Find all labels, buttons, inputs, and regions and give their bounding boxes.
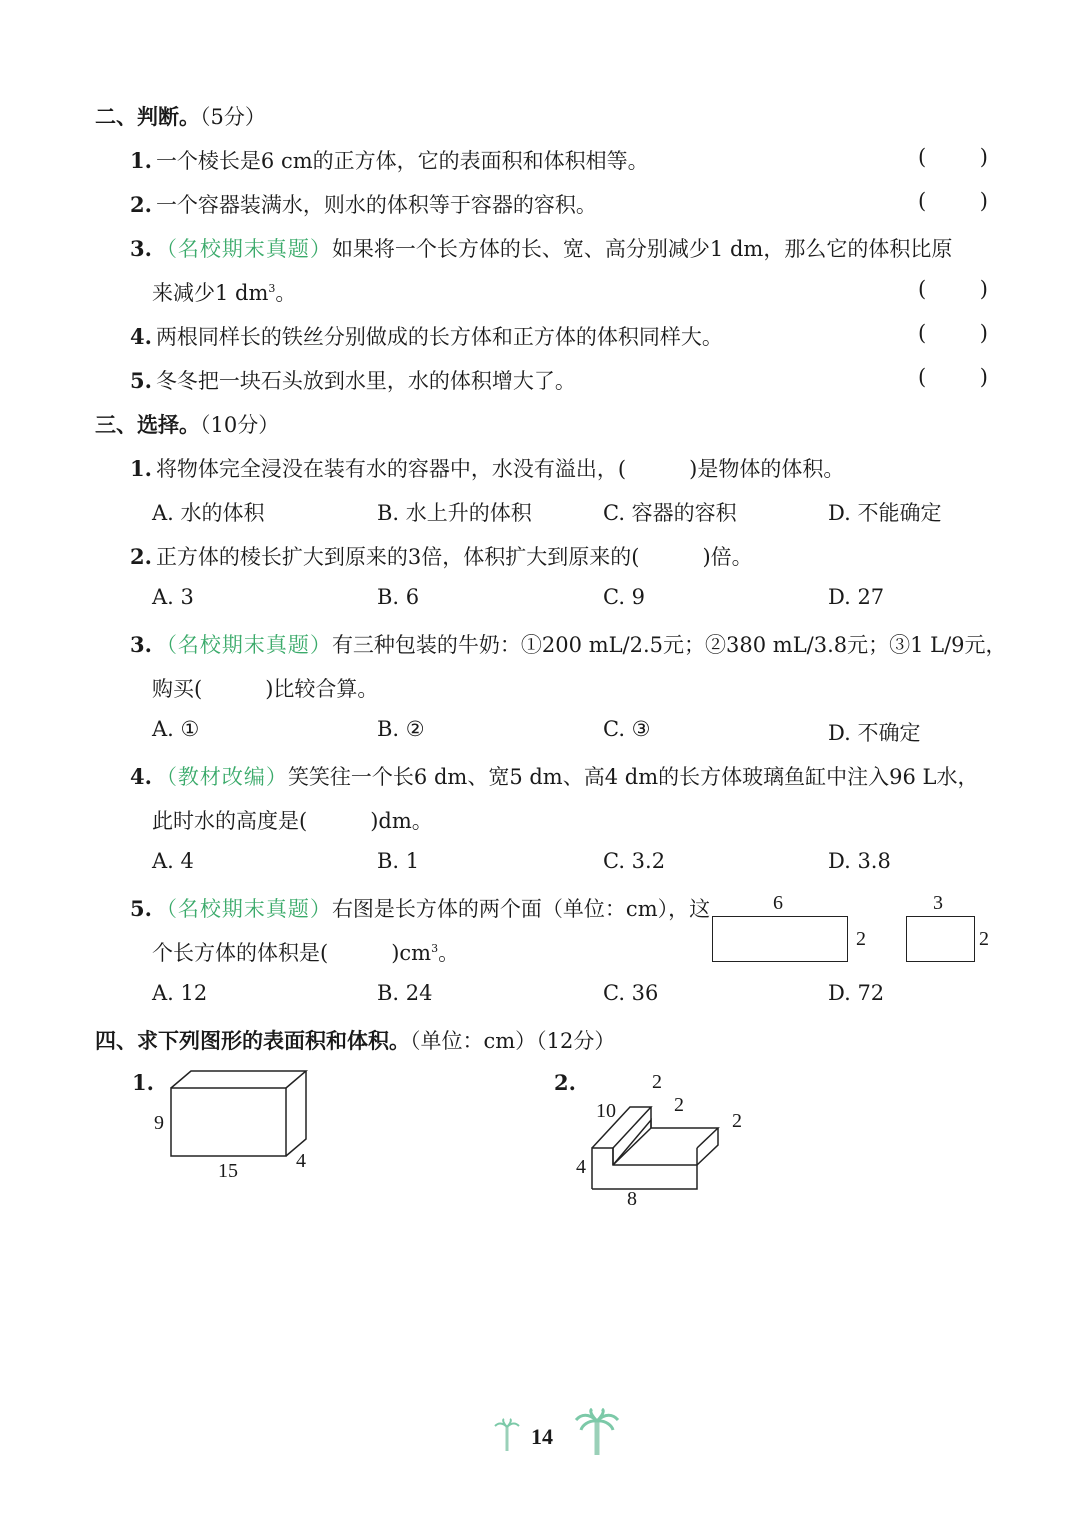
q2-option-c[interactable]: C. 9 <box>603 585 646 609</box>
q2-option-a[interactable]: A. 3 <box>152 585 194 609</box>
answer-blank-4[interactable]: ( ) <box>918 321 988 345</box>
fig2-step-label: 2 <box>674 1094 684 1116</box>
q3-option-b[interactable]: B. ② <box>377 717 425 741</box>
fig1-cuboid <box>160 1068 320 1163</box>
q5-face2-side-label: 2 <box>979 928 989 950</box>
q5-face2-top-label: 3 <box>933 892 943 914</box>
judge-item-3-cont: 来减少1 $dm^3$。 <box>152 281 297 305</box>
q2-option-b[interactable]: B. 6 <box>377 585 420 609</box>
q5-face-rect-1 <box>712 916 848 962</box>
q5-face1-side-label: 2 <box>856 928 866 950</box>
palm-tree-icon-left <box>494 1418 520 1452</box>
choice-q2: 2. 正方体的棱长扩大到原来的3倍，体积扩大到原来的( )倍。 <box>130 544 753 569</box>
judge-item-2: 2. 一个容器装满水，则水的体积等于容器的容积。 <box>130 192 597 217</box>
answer-blank-5[interactable]: ( ) <box>918 365 988 389</box>
q5-option-d[interactable]: D. 72 <box>828 981 885 1005</box>
q4-option-c[interactable]: C. 3.2 <box>603 849 666 873</box>
choice-q4: 4. （教材改编）笑笑往一个长6 dm、宽5 dm、高4 dm的长方体玻璃鱼缸中注入96 L水， <box>130 764 979 789</box>
q3-option-d[interactable]: D. 不确定 <box>828 721 921 745</box>
q1-option-b[interactable]: B. 水上升的体积 <box>377 501 532 525</box>
q3-option-c[interactable]: C. ③ <box>603 717 651 741</box>
fig1-height-label: 9 <box>154 1112 164 1134</box>
q5-option-b[interactable]: B. 24 <box>377 981 433 1005</box>
q4-option-a[interactable]: A. 4 <box>152 849 194 873</box>
answer-blank-2[interactable]: ( ) <box>918 189 988 213</box>
choice-q5-cont: 个长方体的体积是( )$cm^3$。 <box>152 941 460 965</box>
section-3-title: 三、选择。（10分） <box>95 413 280 437</box>
fig1-length-label: 15 <box>218 1160 238 1182</box>
fig2-depth-label: 2 <box>732 1110 742 1132</box>
page-number: 14 <box>531 1424 553 1449</box>
fig1-number: 1. <box>132 1070 154 1095</box>
judge-item-1: 1. 一个棱长是6 cm的正方体，它的表面积和体积相等。 <box>130 148 649 173</box>
q5-face1-top-label: 6 <box>773 892 783 914</box>
fig2-height-label: 10 <box>596 1100 616 1122</box>
fig1-width-label: 4 <box>296 1150 306 1172</box>
fig2-number: 2. <box>554 1070 576 1095</box>
choice-q1: 1. 将物体完全浸没在装有水的容器中，水没有溢出，( )是物体的体积。 <box>130 456 845 481</box>
judge-item-4: 4. 两根同样长的铁丝分别做成的长方体和正方体的体积同样大。 <box>130 324 723 349</box>
answer-blank-1[interactable]: ( ) <box>918 145 988 169</box>
choice-q3: 3. （名校期末真题）有三种包装的牛奶：①200 mL/2.5元；②380 mL/3.8元；③1 L/9元， <box>130 632 1007 657</box>
q3-option-a[interactable]: A. ① <box>152 717 200 741</box>
q4-option-d[interactable]: D. 3.8 <box>828 849 891 873</box>
choice-q4-cont: 此时水的高度是( )dm。 <box>152 809 433 833</box>
fig2-base-height-label: 4 <box>576 1156 586 1178</box>
palm-tree-icon-right <box>574 1408 620 1456</box>
answer-blank-3[interactable]: ( ) <box>918 277 988 301</box>
judge-item-3: 3. （名校期末真题）如果将一个长方体的长、宽、高分别减少1 dm，那么它的体积比原 <box>130 236 953 261</box>
judge-item-5: 5. 冬冬把一块石头放到水里，水的体积增大了。 <box>130 368 576 393</box>
q5-option-c[interactable]: C. 36 <box>603 981 659 1005</box>
section-4-title: 四、求下列图形的表面积和体积。（单位：cm）（12分） <box>95 1029 616 1053</box>
section-2-title: 二、判断。（5分） <box>95 105 266 129</box>
q1-option-a[interactable]: A. 水的体积 <box>152 501 265 525</box>
q5-option-a[interactable]: A. 12 <box>152 981 208 1005</box>
q1-option-c[interactable]: C. 容器的容积 <box>603 501 737 525</box>
choice-q5: 5. （名校期末真题）右图是长方体的两个面（单位：cm），这 <box>130 896 711 921</box>
q1-option-d[interactable]: D. 不能确定 <box>828 501 942 525</box>
choice-q3-cont: 购买( )比较合算。 <box>152 677 379 701</box>
q2-option-d[interactable]: D. 27 <box>828 585 885 609</box>
q5-face-rect-2 <box>906 916 975 962</box>
fig2-length-label: 8 <box>627 1188 637 1210</box>
fig2-top-label: 2 <box>652 1071 662 1093</box>
q4-option-b[interactable]: B. 1 <box>377 849 420 873</box>
